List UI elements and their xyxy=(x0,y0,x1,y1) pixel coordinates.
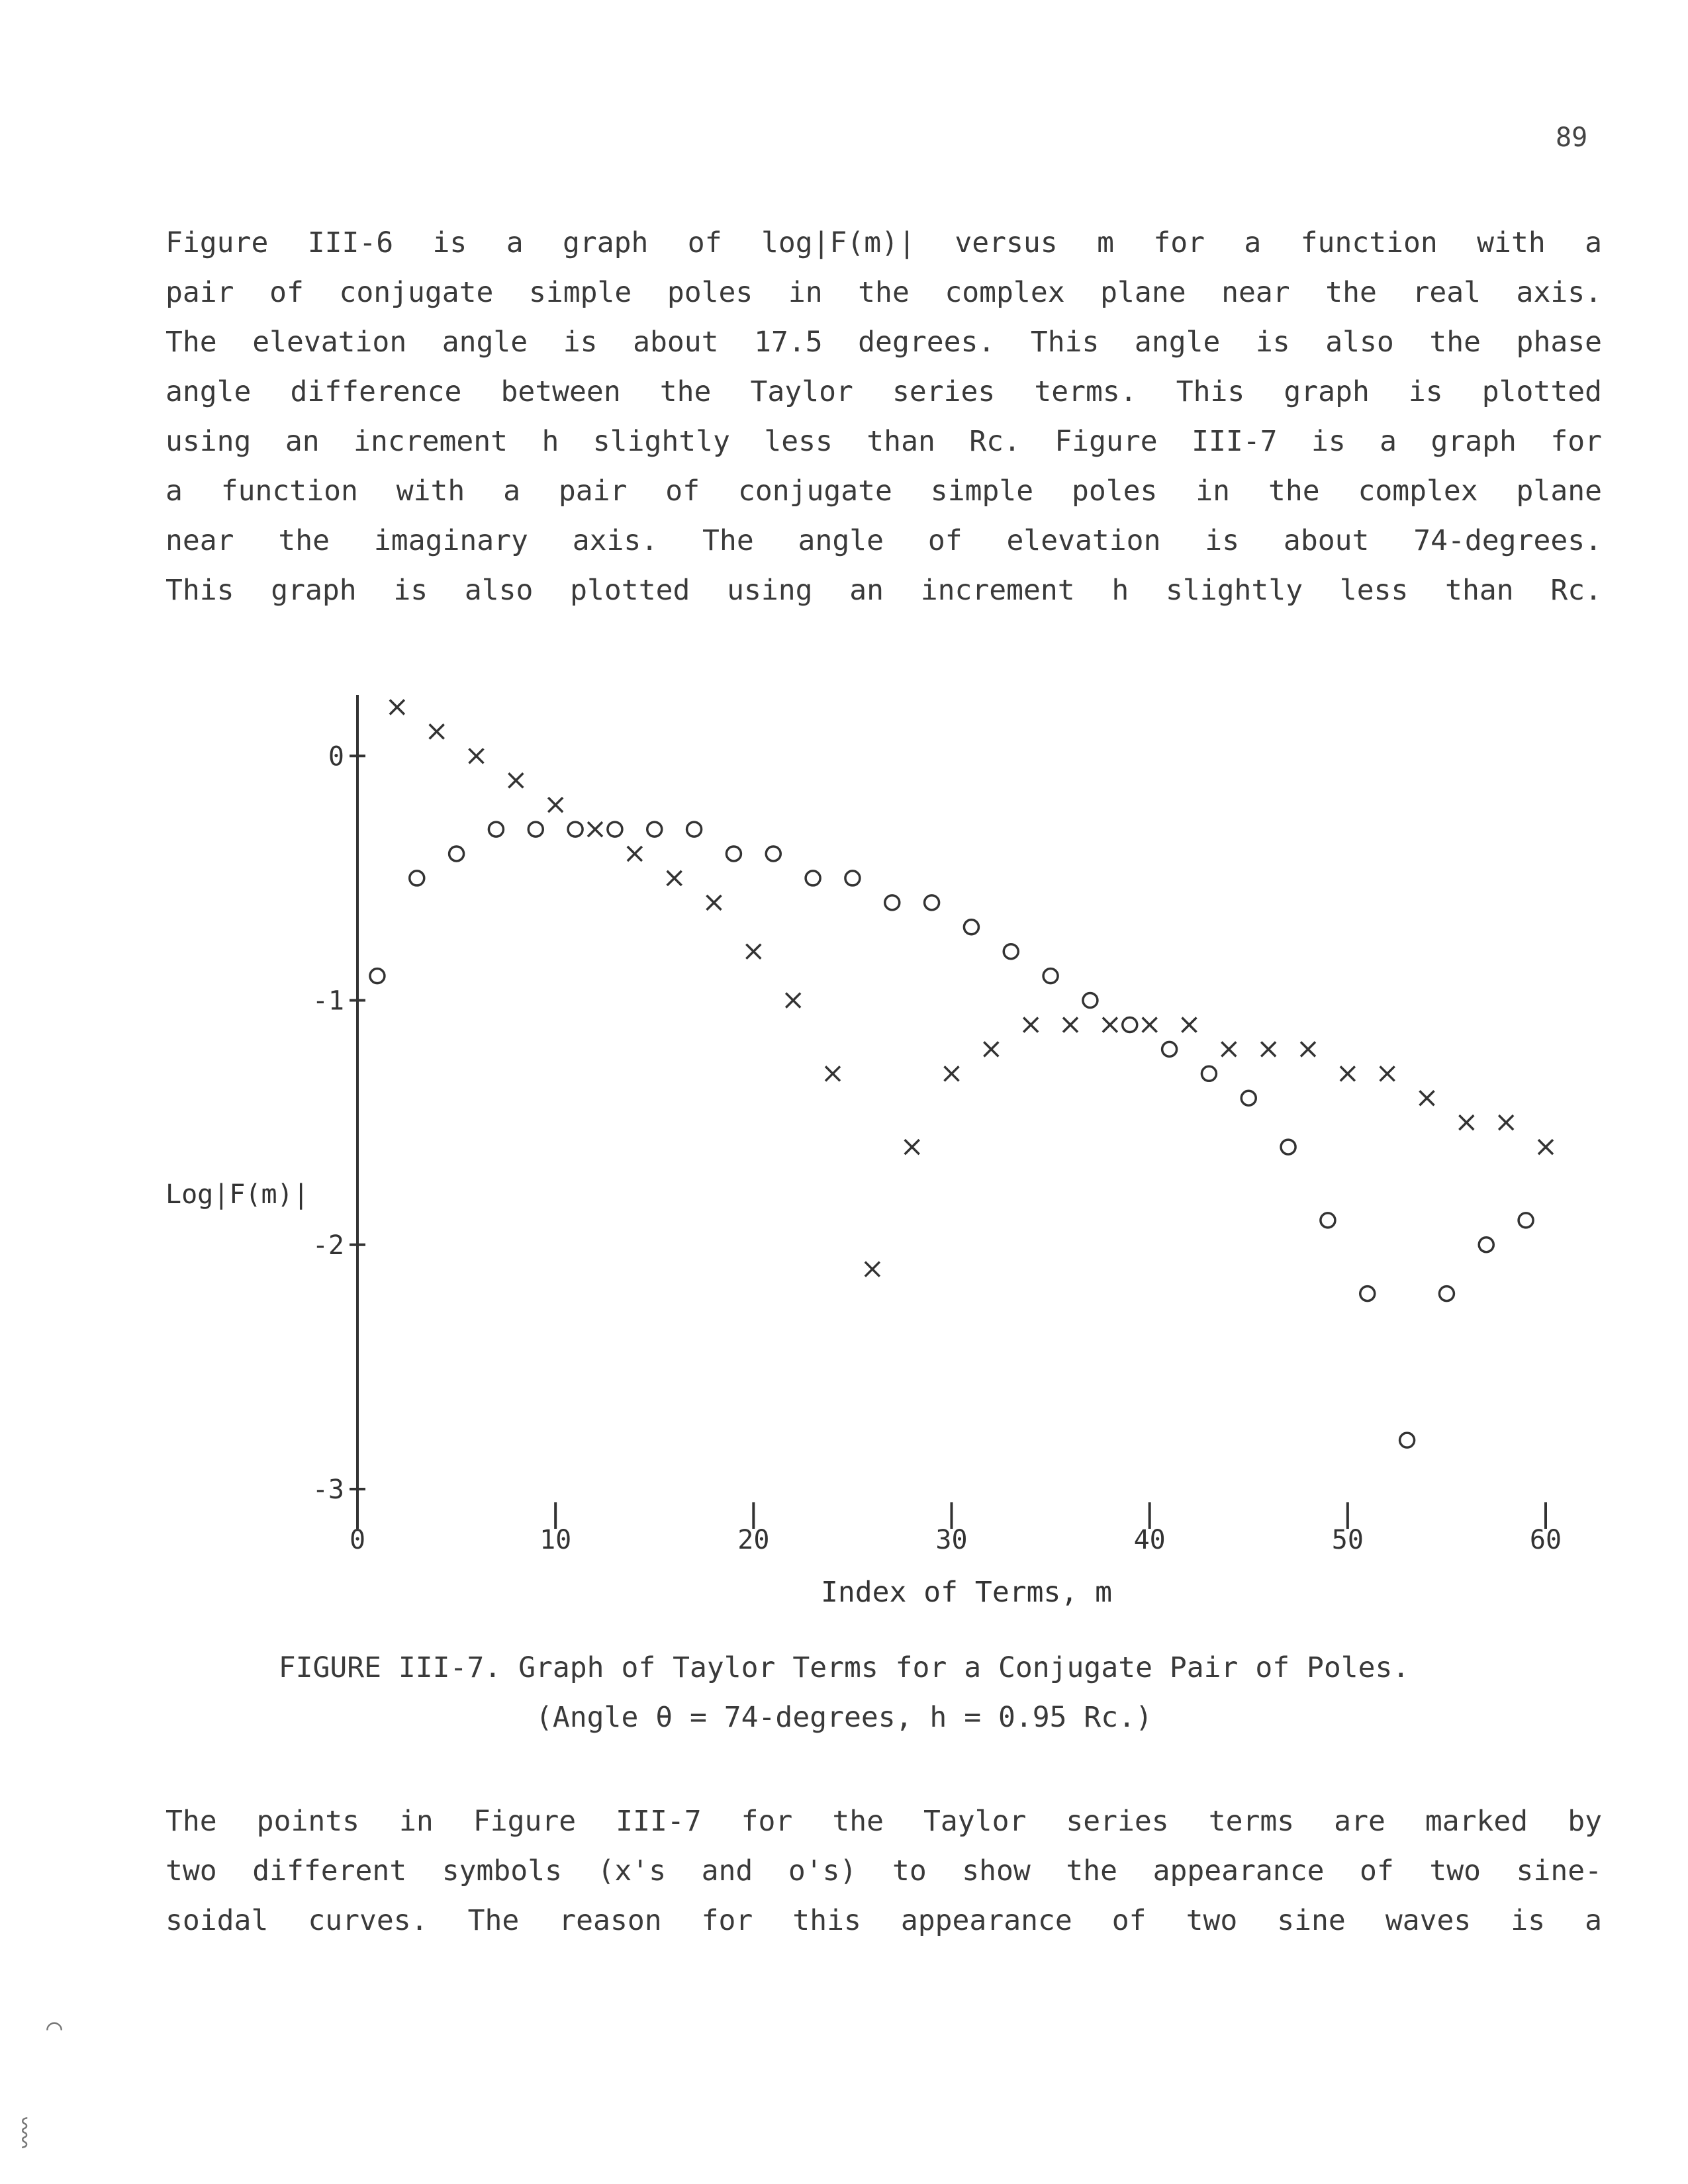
x-marker-point xyxy=(1538,1140,1553,1154)
paragraph-line: pair of conjugate simple poles in the complex plane near the real axis. xyxy=(165,276,1602,309)
o-marker-point xyxy=(489,822,503,837)
o-marker-point xyxy=(608,822,622,837)
y-axis-label: Log|F(m)| xyxy=(165,1179,309,1210)
x-marker-point xyxy=(786,993,800,1008)
x-marker-point xyxy=(469,749,484,763)
scan-artifact-mark: ⌒ xyxy=(46,2012,63,2042)
o-marker-point xyxy=(766,846,780,861)
paragraph-line: The points in Figure III-7 for the Taylor series terms are marked by xyxy=(165,1805,1602,1838)
x-marker-point xyxy=(508,773,523,788)
page-number: 89 xyxy=(1556,122,1588,153)
paragraph-line: using an increment h slightly less than Rc. Figure III-7 is a graph for xyxy=(165,425,1602,458)
o-marker-point xyxy=(1439,1287,1454,1301)
o-marker-point xyxy=(1043,969,1058,983)
x-marker-point xyxy=(746,944,761,959)
x-marker-point xyxy=(1103,1017,1117,1032)
x-marker-point xyxy=(430,724,444,739)
x-tick-label: 10 xyxy=(539,1525,572,1555)
o-marker-point xyxy=(1400,1433,1415,1447)
x-marker-point xyxy=(1023,1017,1038,1032)
o-marker-point xyxy=(568,822,583,837)
y-tick-label: -2 xyxy=(312,1230,344,1261)
x-marker-point xyxy=(825,1066,840,1081)
x-marker-point xyxy=(628,846,642,861)
o-marker-point xyxy=(1281,1140,1295,1154)
chart-ticks xyxy=(312,741,1562,1555)
x-marker-point xyxy=(1499,1115,1513,1130)
o-marker-point xyxy=(1004,944,1018,959)
x-marker-point xyxy=(390,700,404,714)
y-tick-label: -3 xyxy=(312,1475,344,1505)
scan-artifact-mark: ⸾ xyxy=(20,2116,30,2146)
x-marker-point xyxy=(1182,1017,1197,1032)
figure-caption-title: FIGURE III-7. Graph of Taylor Terms for a Conjugate Pair of Poles. xyxy=(278,1651,1410,1684)
paragraph-intro xyxy=(165,218,1602,615)
o-marker-point xyxy=(1123,1017,1137,1032)
x-marker-point xyxy=(1420,1091,1434,1105)
o-marker-point xyxy=(687,822,702,837)
o-marker-point xyxy=(885,895,900,910)
x-marker-point xyxy=(945,1066,959,1081)
o-marker-point xyxy=(964,920,978,934)
figure-caption-subtitle: (Angle θ = 74-degrees, h = 0.95 Rc.) xyxy=(536,1701,1152,1734)
paragraph-line: The elevation angle is about 17.5 degrees. This angle is also the phase xyxy=(165,326,1602,359)
x-marker-point xyxy=(984,1042,998,1056)
chart-points xyxy=(370,700,1553,1447)
paragraph-line: near the imaginary axis. The angle of elevation is about 74-degrees. xyxy=(165,524,1602,557)
o-marker-point xyxy=(806,871,820,886)
paragraph-line: angle difference between the Taylor series terms. This graph is plotted xyxy=(165,375,1602,408)
x-marker-point xyxy=(588,822,602,837)
x-marker-point xyxy=(667,871,682,886)
x-marker-point xyxy=(905,1140,919,1154)
x-marker-point xyxy=(1143,1017,1157,1032)
x-tick-label: 50 xyxy=(1331,1525,1364,1555)
taylor-terms-scatter-chart xyxy=(0,662,1688,1641)
paragraph-line: This graph is also plotted using an increment h slightly less than Rc. xyxy=(165,574,1602,607)
x-marker-point xyxy=(1221,1042,1236,1056)
x-tick-label: 60 xyxy=(1529,1525,1562,1555)
x-marker-point xyxy=(1380,1066,1395,1081)
paragraph-line: soidal curves. The reason for this appearance of two sine waves is a xyxy=(165,1904,1602,1937)
o-marker-point xyxy=(1519,1213,1533,1228)
o-marker-point xyxy=(449,846,464,861)
o-marker-point xyxy=(528,822,543,837)
o-marker-point xyxy=(845,871,860,886)
x-axis-label: Index of Terms, m xyxy=(820,1576,1113,1609)
o-marker-point xyxy=(1162,1042,1177,1056)
x-marker-point xyxy=(1301,1042,1315,1056)
o-marker-point xyxy=(410,871,424,886)
o-marker-point xyxy=(1360,1287,1375,1301)
o-marker-point xyxy=(1479,1238,1493,1252)
o-marker-point xyxy=(370,969,385,983)
x-marker-point xyxy=(1340,1066,1355,1081)
paragraph-line: Figure III-6 is a graph of log|F(m)| versus m for a function with a xyxy=(165,226,1602,259)
o-marker-point xyxy=(1321,1213,1335,1228)
y-tick-label: -1 xyxy=(312,985,344,1017)
x-marker-point xyxy=(1063,1017,1078,1032)
o-marker-point xyxy=(1083,993,1098,1008)
x-marker-point xyxy=(548,797,563,812)
o-marker-point xyxy=(1241,1091,1256,1105)
o-marker-point xyxy=(726,846,741,861)
x-marker-point xyxy=(1459,1115,1474,1130)
x-marker-point xyxy=(1261,1042,1276,1056)
paragraph-line: a function with a pair of conjugate simple poles in the complex plane xyxy=(165,475,1602,508)
paragraph-line: two different symbols (x's and o's) to show the appearance of two sine- xyxy=(165,1854,1602,1888)
x-tick-label: 0 xyxy=(349,1525,366,1555)
paragraph-discussion xyxy=(165,1797,1602,1946)
o-marker-point xyxy=(925,895,939,910)
x-tick-label: 40 xyxy=(1133,1525,1166,1555)
o-marker-point xyxy=(1201,1066,1216,1081)
x-tick-label: 20 xyxy=(737,1525,770,1555)
x-marker-point xyxy=(707,895,722,910)
o-marker-point xyxy=(647,822,662,837)
x-tick-label: 30 xyxy=(935,1525,968,1555)
y-tick-label: 0 xyxy=(328,741,344,772)
x-marker-point xyxy=(865,1262,880,1277)
